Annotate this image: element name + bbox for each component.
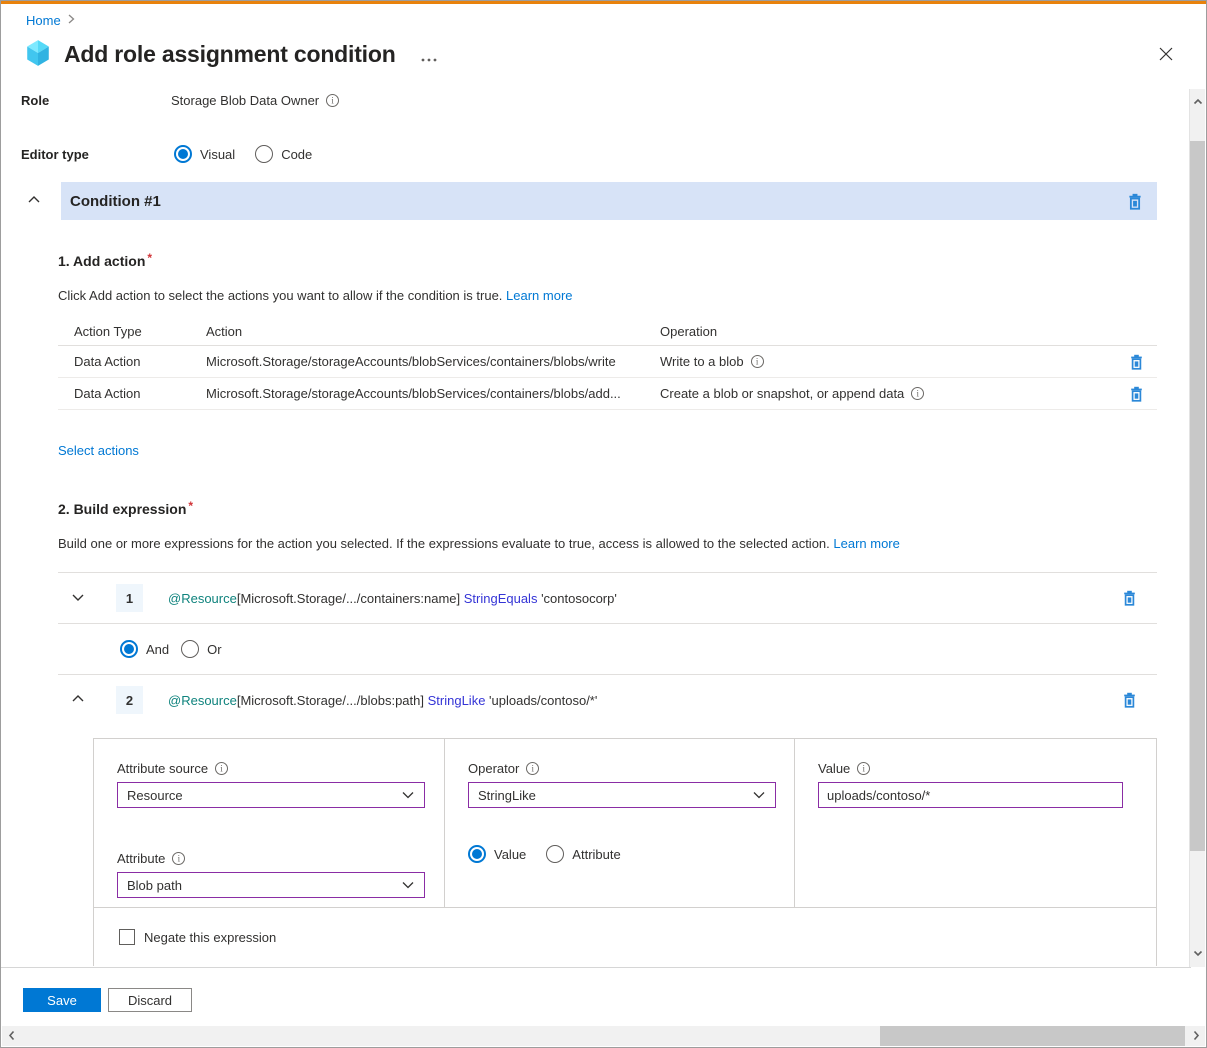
actions-table-header bbox=[58, 317, 1157, 346]
chevron-down-icon bbox=[401, 790, 415, 800]
scroll-down-icon[interactable] bbox=[1192, 946, 1204, 961]
negate-expression-checkbox[interactable] bbox=[119, 929, 135, 945]
add-action-heading: 1. Add action * bbox=[58, 251, 153, 269]
logical-and-radio[interactable] bbox=[120, 640, 138, 658]
breadcrumb-home-link[interactable]: Home bbox=[26, 13, 61, 28]
scroll-up-icon[interactable] bbox=[1192, 95, 1204, 110]
operator-info-icon[interactable] bbox=[526, 762, 539, 775]
condition-title-bar[interactable] bbox=[61, 182, 1157, 220]
attribute-value: Blob path bbox=[127, 877, 182, 893]
attribute-source-label: Attribute source bbox=[117, 761, 209, 776]
actions-table bbox=[58, 317, 1157, 410]
add-action-description: Click Add action to select the actions you want to allow if the condition is true. Learn more bbox=[58, 288, 573, 303]
vertical-scrollbar-thumb[interactable] bbox=[1190, 141, 1205, 851]
horizontal-scrollbar[interactable] bbox=[2, 1026, 1205, 1046]
condition-title: Condition #1 bbox=[70, 192, 161, 210]
operator-label: Operator bbox=[468, 761, 520, 776]
action-type-cell: Data Action bbox=[74, 386, 141, 401]
select-actions-link[interactable]: Select actions bbox=[58, 443, 139, 458]
horizontal-scrollbar-thumb[interactable] bbox=[880, 1026, 1185, 1046]
role-label: Role bbox=[21, 93, 50, 108]
editor-type-visual-label: Visual bbox=[200, 146, 236, 162]
scroll-right-icon[interactable] bbox=[1191, 1029, 1201, 1045]
discard-button[interactable]: Discard bbox=[108, 988, 192, 1012]
negate-expression-row bbox=[93, 908, 1157, 966]
action-type-cell: Data Action bbox=[74, 354, 141, 369]
page-title: Add role assignment condition bbox=[64, 41, 396, 67]
logical-or-label: Or bbox=[207, 641, 222, 657]
condition-cube-icon bbox=[25, 39, 51, 70]
value-type-value-radio[interactable] bbox=[468, 845, 486, 863]
attribute-info-icon[interactable] bbox=[172, 852, 185, 865]
expression-2-chevron-up-icon[interactable] bbox=[70, 692, 86, 709]
table-row bbox=[58, 378, 1157, 410]
value-input[interactable] bbox=[818, 782, 1123, 808]
attribute-source-dropdown[interactable] bbox=[117, 782, 425, 808]
chevron-down-icon bbox=[752, 790, 766, 800]
expression-2-delete-trash-icon[interactable] bbox=[1122, 692, 1137, 708]
breadcrumb bbox=[26, 13, 76, 28]
operation-info-icon[interactable] bbox=[751, 355, 764, 368]
expressions-list bbox=[58, 572, 1157, 725]
expression-2-index-badge: 2 bbox=[116, 686, 143, 714]
expression-row-2 bbox=[58, 674, 1157, 725]
close-icon[interactable] bbox=[1158, 46, 1176, 64]
content-footer-divider bbox=[1, 967, 1191, 968]
logical-or-radio[interactable] bbox=[181, 640, 199, 658]
attribute-label: Attribute bbox=[117, 851, 166, 866]
col-action-type: Action Type bbox=[74, 323, 142, 339]
chevron-down-icon bbox=[401, 880, 415, 890]
condition-delete-trash-icon[interactable] bbox=[1127, 193, 1143, 210]
build-expression-heading: 2. Build expression * bbox=[58, 499, 194, 517]
action-cell: Microsoft.Storage/storageAccounts/blobServices/containers/blobs/add... bbox=[206, 386, 621, 401]
col-operation: Operation bbox=[660, 323, 718, 339]
page-header bbox=[25, 39, 437, 70]
operation-info-icon[interactable] bbox=[911, 387, 924, 400]
negate-expression-label: Negate this expression bbox=[144, 929, 277, 945]
value-type-attribute-label: Attribute bbox=[572, 846, 621, 862]
expression-1-index-badge: 1 bbox=[116, 584, 143, 612]
editor-type-label: Editor type bbox=[21, 146, 89, 162]
editor-type-row bbox=[21, 145, 324, 163]
expression-1-summary: @Resource[Microsoft.Storage/.../containers:name] StringEquals 'contosocorp' bbox=[168, 590, 617, 606]
scroll-left-icon[interactable] bbox=[7, 1029, 17, 1045]
operator-dropdown[interactable] bbox=[468, 782, 776, 808]
editor-type-code-label: Code bbox=[281, 146, 313, 162]
expression-1-chevron-down-icon[interactable] bbox=[70, 590, 86, 607]
build-expression-description: Build one or more expressions for the action you selected. If the expressions evaluate to true, access is allowed to the selected action. Learn more bbox=[58, 536, 900, 551]
attribute-column bbox=[94, 739, 445, 907]
value-label: Value bbox=[818, 761, 851, 776]
expression-1-delete-trash-icon[interactable] bbox=[1122, 590, 1137, 606]
operator-value: StringLike bbox=[478, 787, 536, 803]
value-column bbox=[795, 739, 1156, 907]
operator-column bbox=[445, 739, 795, 907]
save-button[interactable]: Save bbox=[23, 988, 101, 1012]
role-value: Storage Blob Data Owner bbox=[171, 93, 320, 108]
operation-cell: Create a blob or snapshot, or append data bbox=[660, 386, 905, 401]
attribute-dropdown[interactable] bbox=[117, 872, 425, 898]
vertical-scrollbar[interactable] bbox=[1189, 89, 1205, 967]
editor-type-visual-radio[interactable] bbox=[174, 145, 192, 163]
value-type-attribute-radio[interactable] bbox=[546, 845, 564, 863]
action-delete-trash-icon[interactable] bbox=[1129, 354, 1144, 370]
more-options-icon[interactable] bbox=[421, 51, 437, 66]
editor-type-code-radio[interactable] bbox=[255, 145, 273, 163]
expression-2-summary: @Resource[Microsoft.Storage/.../blobs:path] StringLike 'uploads/contoso/*' bbox=[168, 692, 598, 708]
logical-operator-row bbox=[58, 623, 1157, 674]
value-info-icon[interactable] bbox=[857, 762, 870, 775]
expression-editor-panel bbox=[93, 738, 1157, 908]
required-asterisk: * bbox=[188, 499, 194, 513]
footer-actions bbox=[23, 988, 192, 1012]
value-type-value-label: Value bbox=[494, 846, 527, 862]
build-expression-learn-more-link[interactable]: Learn more bbox=[833, 536, 900, 551]
add-action-learn-more-link[interactable]: Learn more bbox=[506, 288, 573, 303]
condition-header bbox=[1, 182, 1157, 220]
top-accent-stripe bbox=[1, 1, 1206, 4]
operation-cell: Write to a blob bbox=[660, 354, 744, 369]
attribute-source-info-icon[interactable] bbox=[215, 762, 228, 775]
action-cell: Microsoft.Storage/storageAccounts/blobServices/containers/blobs/write bbox=[206, 354, 616, 369]
expression-row-1 bbox=[58, 572, 1157, 623]
attribute-source-value: Resource bbox=[127, 787, 183, 803]
condition-collapse-chevron-up-icon[interactable] bbox=[26, 193, 54, 210]
table-row bbox=[58, 346, 1157, 378]
role-info-icon[interactable] bbox=[326, 94, 339, 107]
required-asterisk: * bbox=[147, 251, 153, 265]
action-delete-trash-icon[interactable] bbox=[1129, 386, 1144, 402]
value-type-radio-row bbox=[468, 845, 771, 863]
col-action: Action bbox=[206, 323, 243, 339]
breadcrumb-chevron-icon bbox=[66, 13, 76, 28]
logical-and-label: And bbox=[146, 641, 170, 657]
role-row bbox=[21, 93, 339, 108]
